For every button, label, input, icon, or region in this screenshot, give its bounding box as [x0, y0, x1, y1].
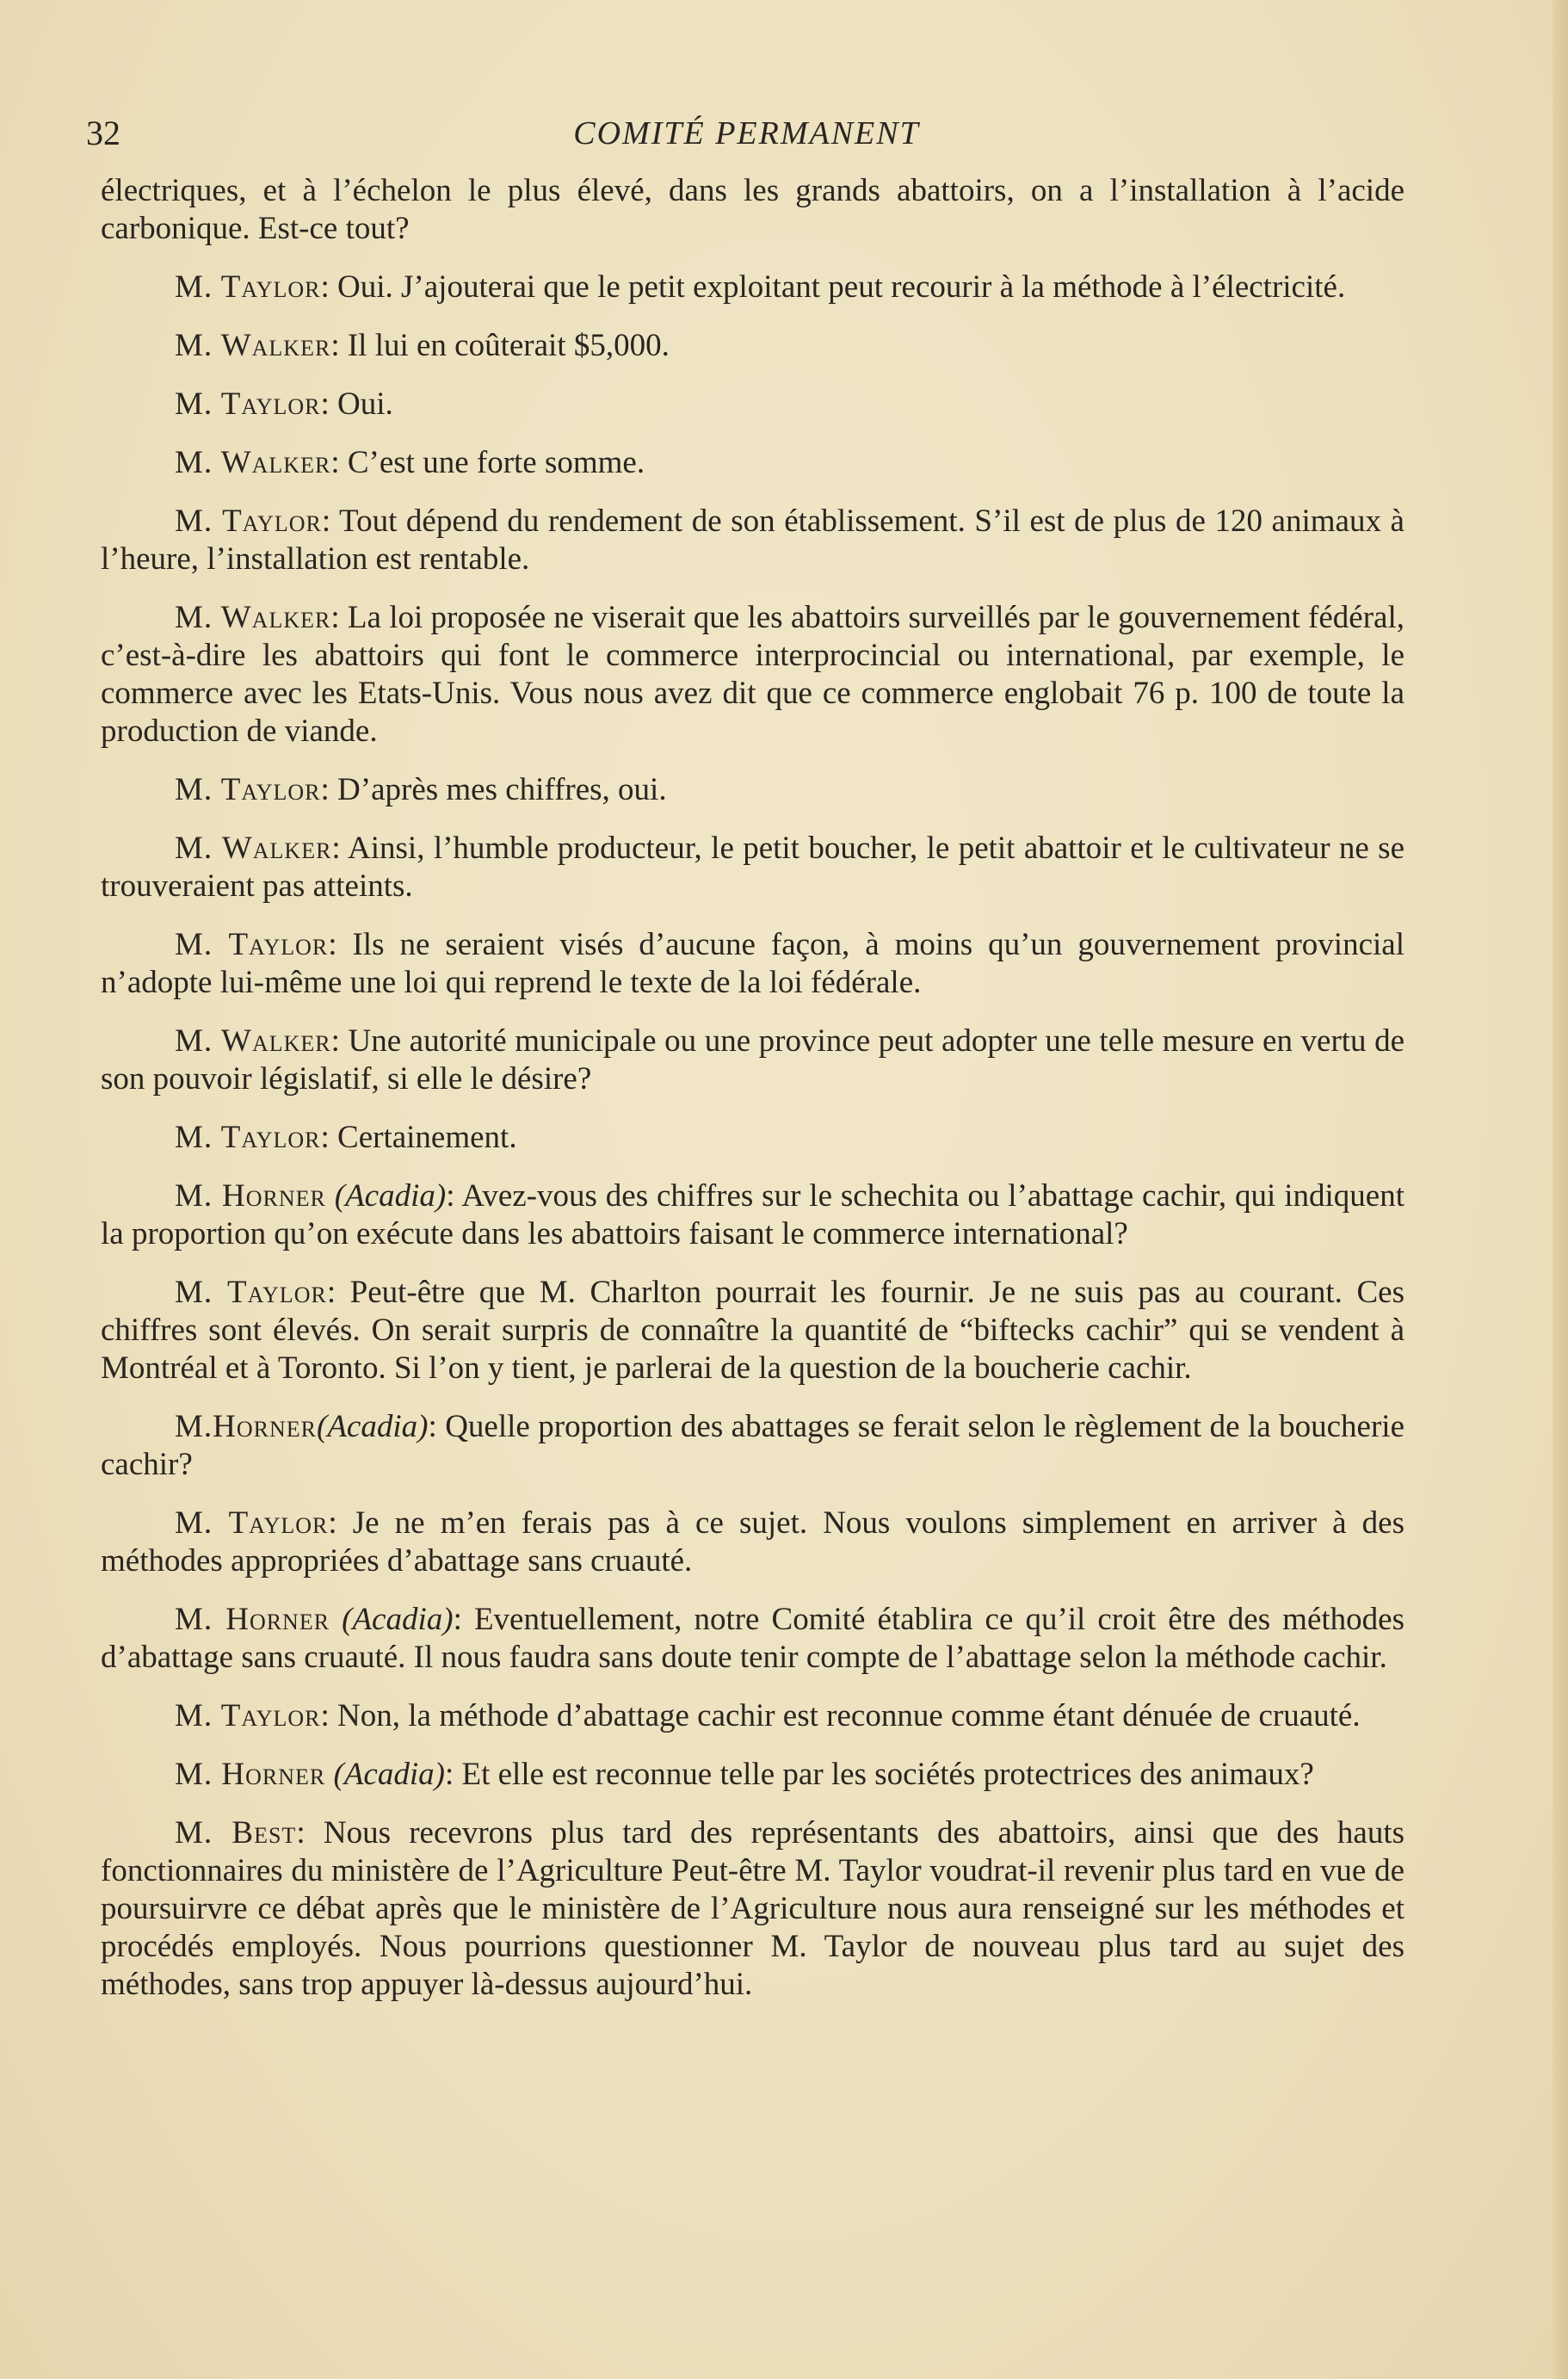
- speaker-separator: :: [328, 1505, 353, 1541]
- paragraph-text: Quelle proportion des abattages se ferait selon le règlement de la boucherie cachir?: [101, 1409, 1405, 1482]
- speaker-name: M. Walker: [175, 445, 331, 480]
- speaker-separator: :: [444, 1757, 462, 1792]
- paragraph-text: Tout dépend du rendement de son établissement. S’il est de plus de 120 animaux à l’heure, l’installation est rentable.: [101, 504, 1404, 577]
- paragraph-text: Certainement.: [337, 1120, 517, 1155]
- speaker-separator: :: [446, 1178, 462, 1214]
- riding-name: (Acadia): [325, 1178, 447, 1214]
- speaker-name: M. Taylor: [175, 1275, 327, 1310]
- transcript-paragraph: [101, 172, 1404, 248]
- paragraph-text: Avez-vous des chiffres sur le schechita ou l’abattage cachir, qui indiquent la proportion qu’on exécute dans les abattoirs faisant le commerce international?: [101, 1178, 1404, 1251]
- speaker-name: M. Walker: [175, 1023, 331, 1059]
- speaker-name: M. Taylor: [175, 1120, 321, 1155]
- speaker-name: M. Taylor: [175, 927, 329, 962]
- paragraph-text: Oui. J’ajouterai que le petit exploitant peut recourir à la méthode à l’électricité.: [337, 269, 1346, 305]
- transcript-paragraph: [101, 1756, 1404, 1794]
- paragraph-text: Je ne m’en ferais pas à ce sujet. Nous voulons simplement en arriver à des méthodes appropriées d’abattage sans cruauté.: [101, 1505, 1405, 1579]
- speaker-separator: :: [331, 831, 349, 866]
- riding-name: (Acadia): [330, 1602, 454, 1637]
- paragraph-text: électriques, et à l’échelon le plus élevé, dans les grands abattoirs, on a l’installation à l’acide carbonique. Est-ce tout?: [101, 173, 1404, 246]
- transcript-paragraph: [101, 1023, 1404, 1098]
- paragraph-text: D’après mes chiffres, oui.: [337, 772, 667, 807]
- transcript-paragraph: [101, 1274, 1404, 1387]
- speaker-separator: :: [330, 445, 348, 480]
- transcript-paragraph: [101, 503, 1404, 578]
- speaker-separator: :: [428, 1409, 446, 1444]
- transcript-paragraph: [101, 386, 1404, 423]
- speaker-separator: :: [320, 772, 338, 807]
- speaker-separator: :: [330, 1023, 349, 1059]
- paragraph-text: Eventuellement, notre Comité établira ce qu’il croit être des méthodes d’abattage sans cruauté. Il nous faudra sans doute tenir compte de l’abattage selon la méthode cachir.: [101, 1602, 1404, 1675]
- speaker-name: M. Taylor: [175, 1505, 329, 1541]
- speaker-separator: :: [326, 1275, 350, 1310]
- transcript-paragraph: [101, 771, 1404, 809]
- transcript-paragraph: [101, 926, 1404, 1002]
- transcript-paragraph: [101, 1601, 1404, 1677]
- speaker-name: M. Taylor: [175, 1698, 321, 1733]
- speaker-name: M. Taylor: [175, 504, 322, 539]
- transcript-paragraph: [101, 1408, 1404, 1484]
- paragraph-text: Ils ne seraient visés d’aucune façon, à moins qu’un gouvernement provincial n’adopte lui-même une loi qui reprend le texte de la loi fédérale.: [101, 927, 1404, 1000]
- speaker-name: M. Walker: [175, 831, 332, 866]
- speaker-name: M. Best: [175, 1815, 297, 1851]
- transcript-paragraph: [101, 1814, 1404, 2004]
- transcript-body: [101, 172, 1404, 2024]
- paragraph-text: Ainsi, l’humble producteur, le petit boucher, le petit abattoir et le cultivateur ne se trouveraient pas atteints.: [101, 831, 1404, 904]
- speaker-separator: :: [328, 927, 353, 962]
- running-title: COMITÉ PERMANENT: [573, 115, 920, 151]
- speaker-name: M. Walker: [175, 600, 331, 635]
- transcript-paragraph: [101, 1697, 1404, 1735]
- speaker-separator: :: [321, 504, 340, 539]
- speaker-name: M. Horner: [175, 1602, 330, 1637]
- paragraph-text: Une autorité municipale ou une province peut adopter une telle mesure en vertu de son pouvoir législatif, si elle le désire?: [101, 1023, 1405, 1097]
- speaker-separator: :: [320, 269, 338, 305]
- speaker-name: M. Walker: [175, 328, 331, 363]
- riding-name: (Acadia): [325, 1757, 445, 1792]
- transcript-paragraph: [101, 1505, 1404, 1580]
- paragraph-text: Oui.: [337, 386, 393, 422]
- speaker-separator: :: [320, 1698, 338, 1733]
- page-header: [86, 112, 1407, 155]
- paragraph-text: Nous recevrons plus tard des représentants des abattoirs, ainsi que des hauts fonctionnaires du ministère de l’Agriculture Peut-être M. Taylor voudrat-il revenir plus tard en vue de poursuirvre ce débat après que le ministère de l’Agriculture nous aura renseigné sur les méthodes et procédés employés. Nous pourrions questionner M. Taylor de nouveau plus tard au sujet des méthodes, sans trop appuyer là-dessus aujourd’hui.: [101, 1815, 1405, 2002]
- paragraph-text: Peut-être que M. Charlton pourrait les fournir. Je ne suis pas au courant. Ces chiffres sont élevés. On serait surpris de connaître la quantité de “biftecks cachir” qui se vendent à Montréal et à Toronto. Si l’on y tient, je parlerai de la question de la boucherie cachir.: [101, 1275, 1404, 1386]
- speaker-name: M. Taylor: [175, 772, 321, 807]
- speaker-separator: :: [330, 600, 348, 635]
- speaker-separator: :: [320, 1120, 338, 1155]
- transcript-paragraph: [101, 599, 1404, 751]
- transcript-paragraph: [101, 269, 1404, 306]
- transcript-paragraph: [101, 1119, 1404, 1157]
- page-number: 32: [86, 114, 120, 152]
- speaker-name: M. Horner: [175, 1178, 326, 1214]
- paragraph-text: Et elle est reconnue telle par les sociétés protectrices des animaux?: [461, 1757, 1314, 1792]
- speaker-name: M. Taylor: [175, 269, 321, 305]
- speaker-name: M. Taylor: [175, 386, 321, 422]
- speaker-separator: :: [453, 1602, 474, 1637]
- speaker-name: M. Horner: [175, 1757, 326, 1792]
- speaker-separator: :: [296, 1815, 324, 1851]
- speaker-name: M.Horner: [175, 1409, 317, 1444]
- paragraph-text: La loi proposée ne viserait que les abattoirs surveillés par le gouvernement fédéral, c’est-à-dire les abattoirs qui font le commerce interprocincial ou international, par exemple, le commerce avec les Etats-Unis. Vous nous avez dit que ce commerce englobait 76 p. 100 de toute la production de viande.: [101, 600, 1404, 749]
- paragraph-text: Non, la méthode d’abattage cachir est reconnue comme étant dénuée de cruauté.: [337, 1698, 1361, 1733]
- transcript-paragraph: [101, 1177, 1404, 1253]
- paragraph-text: C’est une forte somme.: [347, 445, 645, 480]
- transcript-paragraph: [101, 444, 1404, 482]
- speaker-separator: :: [320, 386, 338, 422]
- paragraph-text: Il lui en coûterait $5,000.: [347, 328, 670, 363]
- page-edge: [1553, 0, 1568, 2379]
- transcript-paragraph: [101, 327, 1404, 365]
- speaker-separator: :: [330, 328, 348, 363]
- transcript-paragraph: [101, 830, 1404, 905]
- riding-name: (Acadia): [317, 1409, 429, 1444]
